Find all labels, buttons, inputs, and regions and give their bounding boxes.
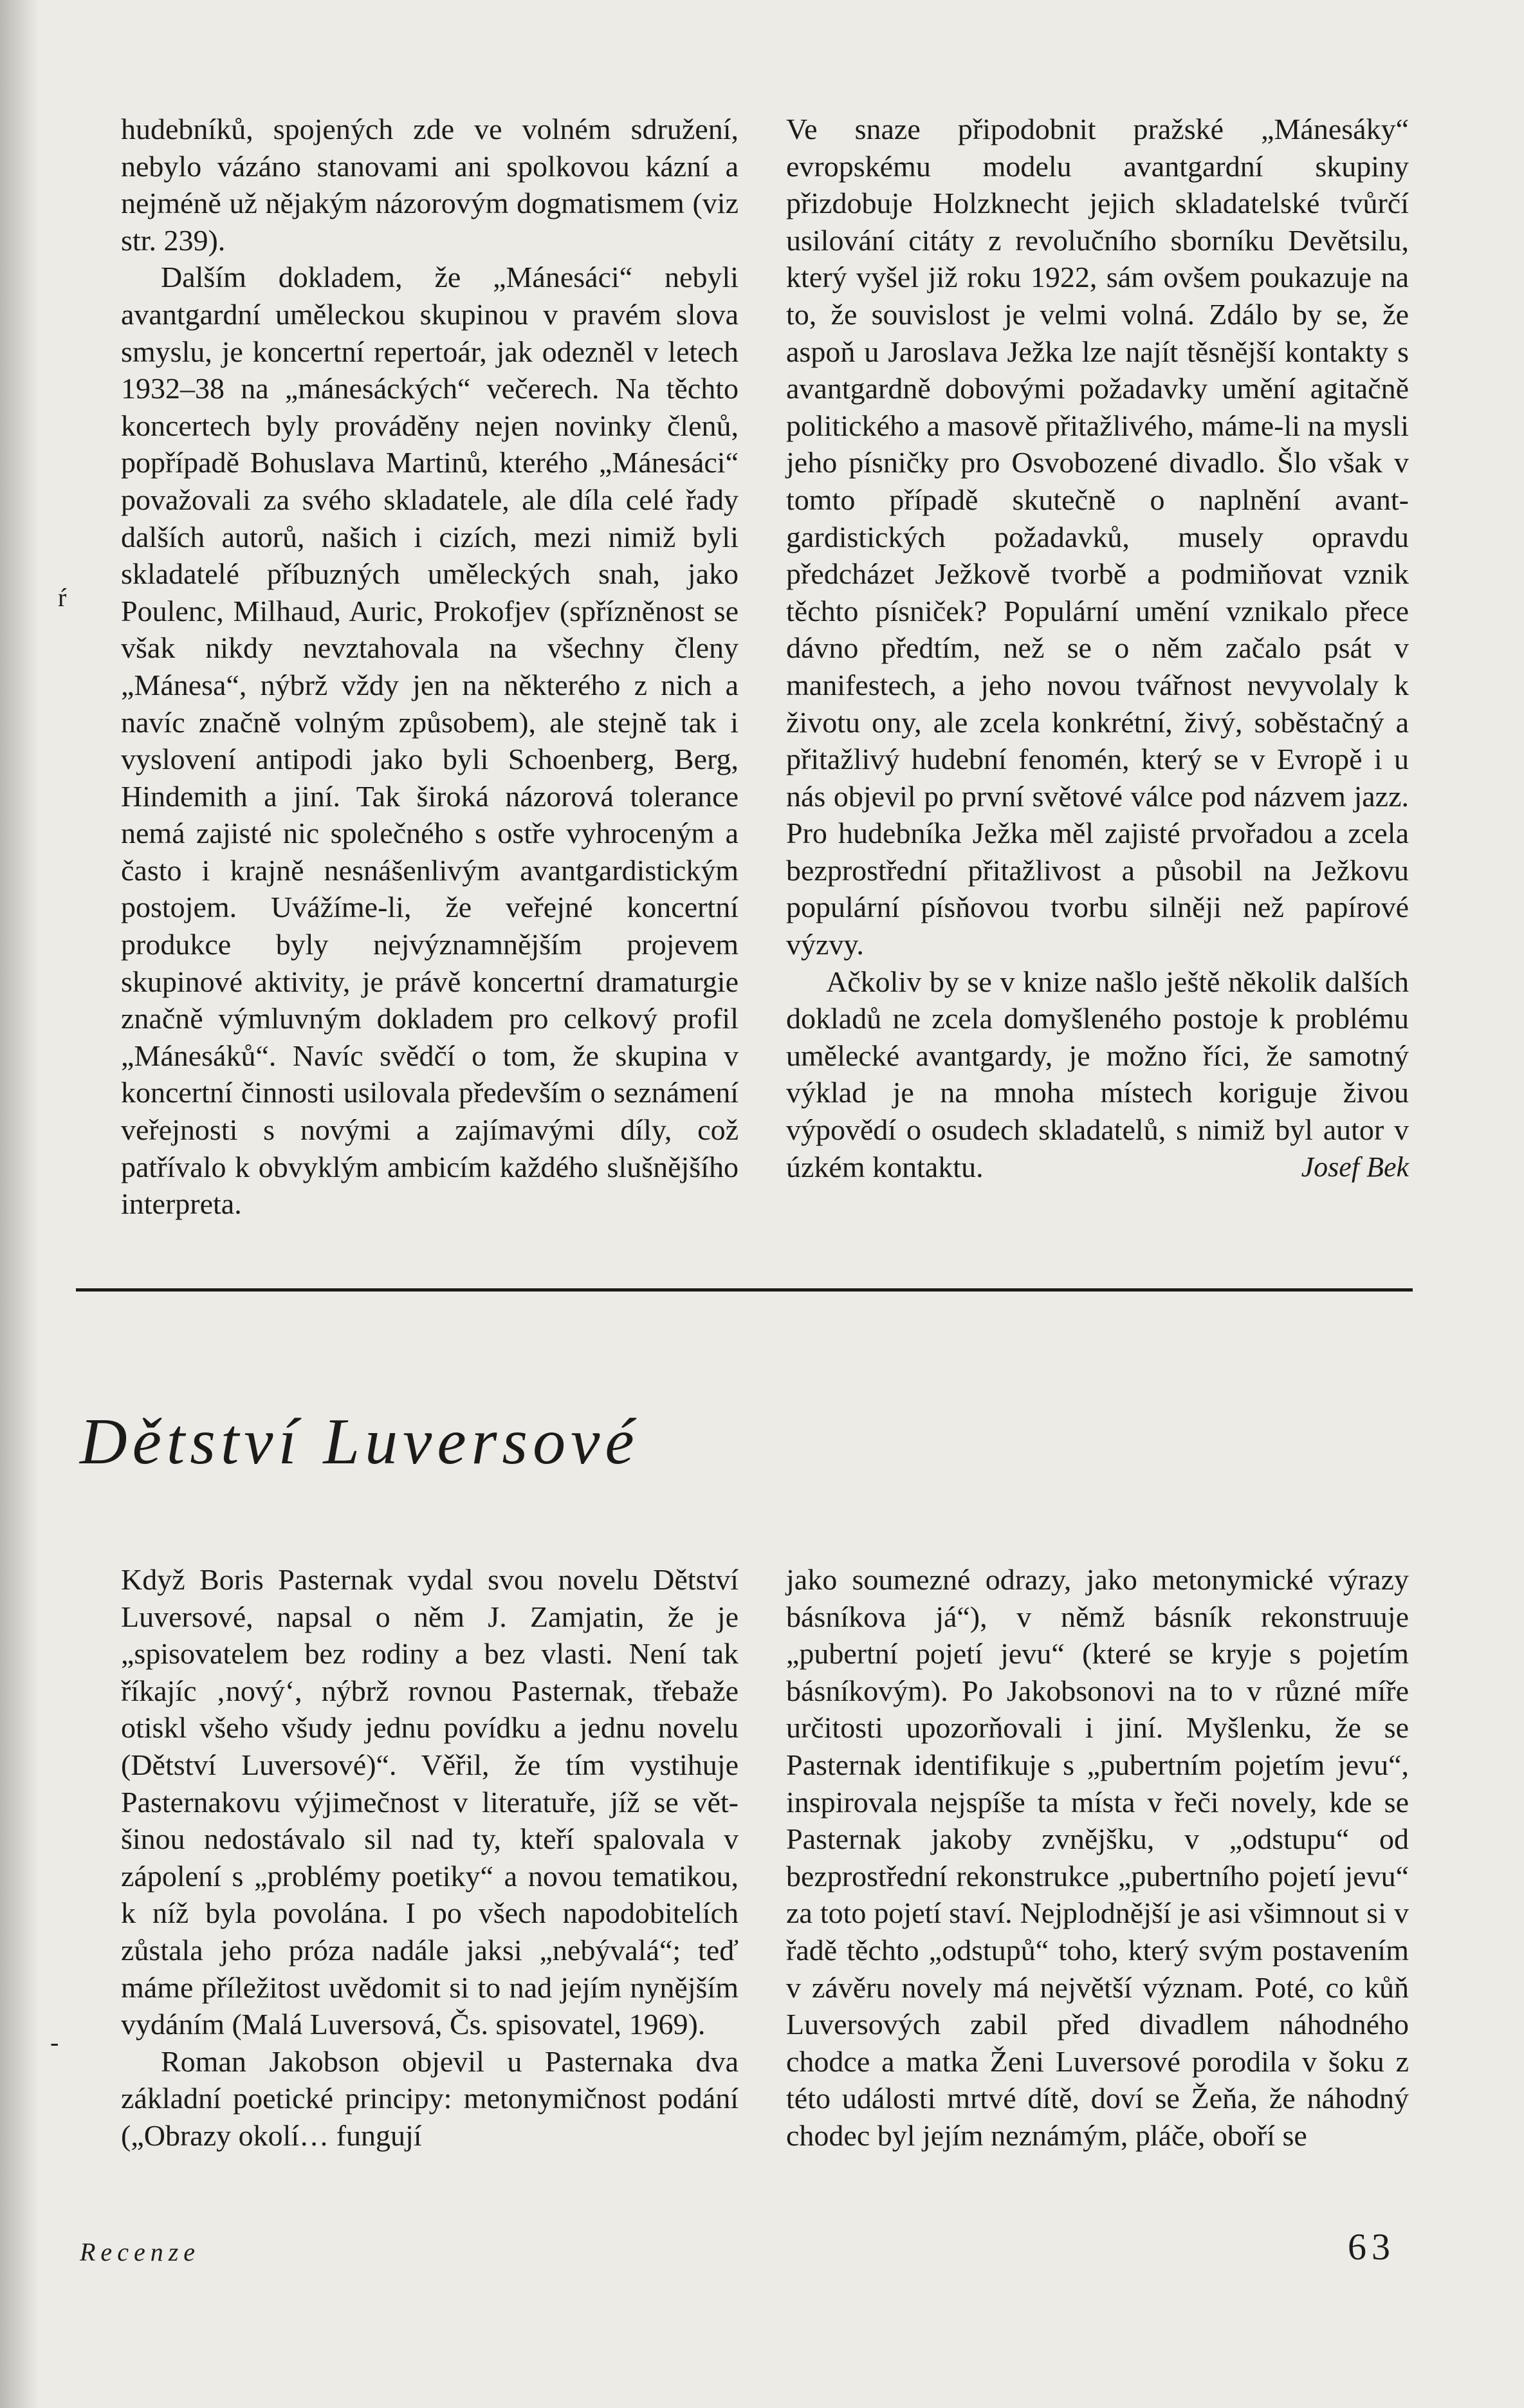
paragraph: Když Boris Pasternak vydal svou novelu Dětství Luversové, napsal o něm J. Zamjatin, že je „spisovatelem bez rodiny a bez vlasti. Není tak říkajíc ‚nový‘, nýbrž rovnou Pasternak, třebaže otiskl všeho všudy jednu povídku a jednu novelu (Dětství Luversové)“. Věřil, že tím vystihuje Pasternakovu výjimečnost v literatuře, jíž se většinou nedostávalo sil nad ty, kteří spalovala v zápolení s „problémy poetiky“ a novou tematikou, k níž byla povolána. I po všech napodobitelích zůstala jeho próza nadále jaksi „nebývalá“; teď máme příležitost uvědomit si to nad jejím nynějším vydáním (Malá Luversová, Čs. spisovatel, 1969).	[121, 1563, 739, 2041]
paragraph: Dalším dokladem, že „Mánesáci“ nebyli avantgardní uměleckou skupinou v pravém slova smyslu, je koncertní repertoár, jak odezněl v letech 1932–38 na „mánesáckých“ večerech. Na těchto koncertech byly prováděny nejen novinky členů, popřípadě Bohuslava Martinů, kterého „Mánesáci“ považovali za svého skladatele, ale díla celé řady dalších autorů, našich i cizích, mezi nimiž byli skladatelé příbuzných uměleckých snah, jako Poulenc, Milhaud, Auric, Prokofjev (spřízněnost se však nikdy nevztahovala na všechny členy „Mánesa“, nýbrž vždy jen na některého z nich a navíc značně volným způsobem), ale stejně tak i vyslovení antipodi jako byli Schoenberg, Berg, Hindemith a jiní. Tak široká názorová tolerance nemá zajisté nic společného s ostře vyhroceným a často i krajně nesnášenlivým avantgardistickým postojem. Uvážíme-li, že veřejné koncertní produkce byly nejvýznamnějším projevem skupinové aktivity, je právě koncertní dramaturgie značně výmluvným dokladem pro celkový profil „Mánesáků“. Navíc svědčí o tom, že skupina v koncertní činnosti usilovala především o seznámení veřejnosti s novými a zajímavými díly, což patřívalo k obvyklým ambicím každého slušnějšího interpreta.	[121, 261, 739, 1221]
article-title: Dětství Luversové	[80, 1405, 639, 1478]
section-label: Recenze	[80, 2237, 201, 2266]
section-divider	[76, 1288, 1413, 1292]
paragraph: Roman Jakobson objevil u Pasternaka dva základní poetické principy: metonymičnost podání („Obrazy okolí… fungují	[121, 2044, 739, 2152]
margin-dash: -	[50, 2028, 59, 2057]
paragraph	[786, 963, 1409, 1186]
author-signature: Josef Bek	[1301, 1151, 1409, 1183]
column-top-right	[786, 111, 1409, 1185]
column-bottom-left	[121, 1561, 739, 2154]
paragraph-text: Ačkoliv by se v knize našlo ještě několik dalších dokladů ne zcela domyšleného postoje k problému umělecké avantgardy, je možno říci, že samotný výklad je na mnoha místech koriguje živou výpovědí o osudech skladatelů, s nimiž byl autor v úzkém kontaktu.	[786, 965, 1409, 1183]
paragraph: hudebníků, spojených zde ve volném sdružení, nebylo vázáno stanovami ani spolkovou kázní a nejméně už nějakým názorovým dogmatismem (viz str. 239).	[121, 113, 739, 257]
page-edge-shadow	[0, 0, 39, 2408]
margin-mark: ŕ	[58, 583, 67, 612]
column-top-left	[121, 111, 739, 1223]
paragraph: jako soumezné odrazy, jako metonymické výrazy básníkova já“), v němž básník rekonstruuje „pubertní pojetí jevu“ (které se kryje s pojetím básníkovým). Po Jakobsonovi na to v různé míře určitosti upozorňovali i jiní. Myšlenku, že se Pasternak identifikuje s „pubertním pojetím jevu“, inspirovala nejspíše ta místa v řeči novely, kde se Pasternak jakoby zvnějšku, v „odstupu“ od bezprostřední rekonstrukce „pubertního pojetí jevu“ za toto pojetí staví. Nejplodnější je asi všimnout si v řadě těchto „odstupů“ toho, který svým postavením v závěru novely má největší význam. Poté, co kůň Luversových zabil před divadlem náhodného chodce a matka Ženi Luversové porodila v šoku z této události mrtvé dítě, doví se Žeňa, že náhodný chodec byl jejím neznámým, pláče, oboří se	[786, 1563, 1409, 2152]
paragraph: Ve snaze připodobnit pražské „Mánesáky“ evropskému modelu avantgardní skupiny přizdobuje Holzknecht jejich skladatelské tvůrčí usilování citáty z revolučního sborníku Devětsilu, který vyšel již roku 1922, sám ovšem poukazuje na to, že souvislost je velmi volná. Zdálo by se, že aspoň u Jaroslava Ježka lze najít těsnější kontakty s avantgardně dobovými požadavky umění agitačně politického a masově přitažlivého, máme-li na mysli jeho písničky pro Osvobozené divadlo. Šlo však v tomto případě skutečně o naplnění avantgardistických požadavků, musely opravdu předcházet Ježkově tvorbě a podmiňovat vznik těchto písniček? Populární umění vznikalo přece dávno předtím, než se o něm začalo psát v manifestech, a jeho novou tvářnost nevyvolaly k životu ony, ale zcela konkrétní, živý, soběstačný a přitažlivý hudební fenomén, který se v Evropě i u nás objevil po první světové válce pod názvem jazz. Pro hudebníka Ježka měl zajisté prvořadou a zcela bezprostřední přitažlivost a působil na Ježkovu populární písňovou tvorbu silněji než papírové výzvy.	[786, 113, 1409, 961]
column-bottom-right	[786, 1561, 1409, 2154]
page-number: 63	[1348, 2226, 1395, 2268]
